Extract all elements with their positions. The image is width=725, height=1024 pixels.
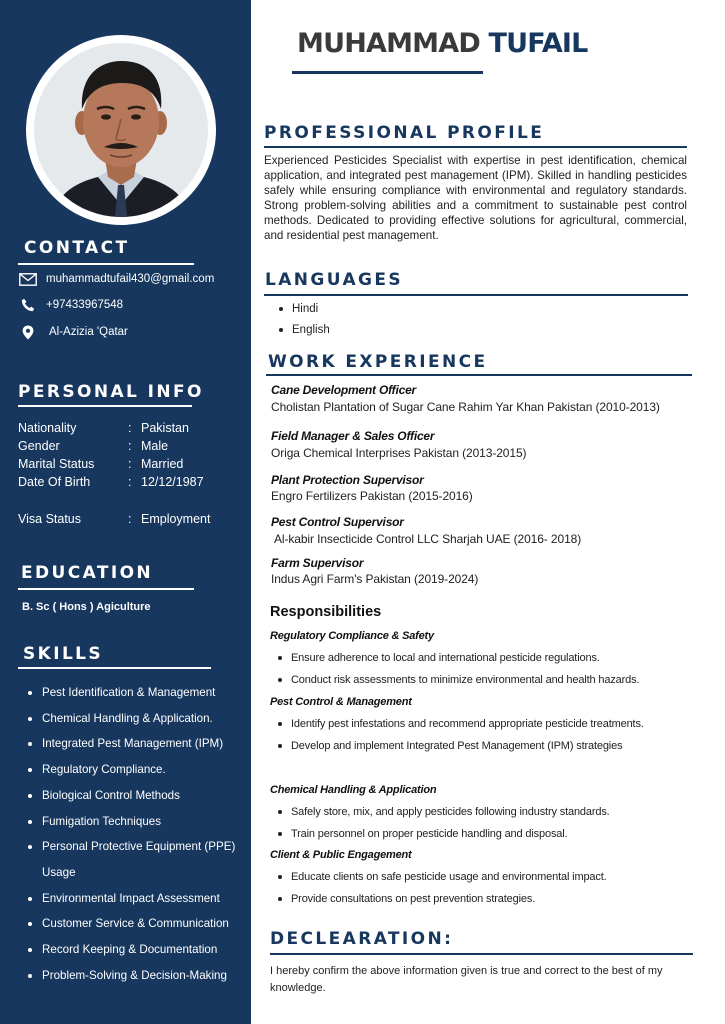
info-key: Visa Status [18,512,82,526]
skills-list [24,680,249,988]
work-experience-divider [266,374,692,376]
info-key: Date Of Birth [18,475,91,489]
education-degree: B. Sc ( Hons ) Agiculture [22,601,151,613]
info-separator: : [128,475,132,489]
contact-email[interactable] [18,271,214,287]
contact-location [18,324,128,340]
personal-info-divider [18,405,192,407]
email-text[interactable]: muhammadtufail430@gmail.com [46,273,215,285]
skill-item: Problem-Solving & Decision-Making [24,963,249,989]
info-key: Gender [18,439,60,453]
job-organization: Origa Chemical Interprises Pakistan (2013-2015) [271,446,527,460]
skill-item: Regulatory Compliance. [24,757,249,783]
personal-info-heading: PERSONAL INFO [18,382,204,402]
job-title: Plant Protection Supervisor [271,473,424,487]
responsibilities-heading: Responsibilities [270,604,382,620]
skill-item: Personal Protective Equipment (PPE) Usage [24,834,249,885]
responsibility-item: Conduct risk assessments to minimize environmental and health hazards. [276,669,694,691]
skill-item: Customer Service & Communication [24,911,249,937]
info-key: Marital Status [18,457,95,471]
skills-divider [18,667,211,669]
responsibility-item: Train personnel on proper pesticide handling and disposal. [276,823,694,845]
responsibility-list [276,801,694,845]
profile-summary: Experienced Pesticides Specialist with expertise in pest identification, chemical application, and integrated pest management (IPM). Skilled in handling pesticides safely while ensuring compliance with environmental and regulatory standards. Strong problem-solving abilities and a commitment to sustainable pest control methods. Dedicated to providing effective solutions for agricultural, commercial, and residential pest management. [264,154,687,242]
phone-text[interactable]: +97433967548 [46,299,124,311]
responsibility-list [276,713,694,757]
job-organization: Al-kabir Insecticide Control LLC Sharjah UAE (2016- 2018) [274,532,582,546]
job-organization: Indus Agri Farm's Pakistan (2019-2024) [271,572,479,586]
responsibility-item: Develop and implement Integrated Pest Management (IPM) strategies [276,735,694,757]
name-underline [292,71,483,74]
declaration-heading: DECLEARATION: [270,929,454,949]
info-separator: : [128,512,132,526]
info-value: Pakistan [141,421,189,435]
skill-item: Fumigation Techniques [24,809,249,835]
job-title: Pest Control Supervisor [271,515,404,529]
declaration-divider [270,953,693,955]
info-value: Male [141,439,169,453]
responsibility-list [276,647,694,691]
job-title: Field Manager & Sales Officer [271,429,435,443]
skill-item: Pest Identification & Management [24,680,249,706]
skill-item: Biological Control Methods [24,783,249,809]
declaration-text: I hereby confirm the above information given is true and correct to the best of my knowledge. [270,965,663,994]
responsibility-item: Ensure adherence to local and international pesticide regulations. [276,647,694,669]
responsibility-group-title: Chemical Handling & Application [270,784,437,796]
language-item: English [276,320,330,341]
last-name: TUFAIL [488,28,588,59]
profile-photo [34,43,208,217]
responsibility-group-title: Regulatory Compliance & Safety [270,630,434,642]
map-pin-icon [18,324,38,340]
job-organization: Cholistan Plantation of Sugar Cane Rahim Yar Khan Pakistan (2010-2013) [271,400,660,414]
work-experience-heading: WORK EXPERIENCE [268,352,488,372]
responsibility-list [276,866,694,910]
education-divider [18,588,194,590]
info-value: 12/12/1987 [141,475,204,489]
responsibility-item: Provide consultations on pest prevention strategies. [276,888,694,910]
job-organization: Engro Fertilizers Pakistan (2015-2016) [271,489,473,503]
language-item: Hindi [276,299,330,320]
info-key: Nationality [18,421,77,435]
skill-item: Record Keeping & Documentation [24,937,249,963]
contact-phone[interactable] [18,297,123,313]
location-text: Al-Azizia 'Qatar [49,326,128,338]
sidebar [0,0,251,1024]
responsibility-item: Identify pest infestations and recommend appropriate pesticide treatments. [276,713,694,735]
responsibility-group-title: Client & Public Engagement [270,849,412,861]
languages-list [276,299,330,340]
languages-divider [264,294,688,296]
info-separator: : [128,439,132,453]
info-separator: : [128,421,132,435]
responsibility-item: Educate clients on safe pesticide usage and environmental impact. [276,866,694,888]
education-heading: EDUCATION [21,563,154,583]
profile-heading: PROFESSIONAL PROFILE [264,123,545,143]
info-value: Married [141,457,184,471]
info-value: Employment [141,512,211,526]
profile-divider [264,146,687,148]
candidate-name [297,28,588,59]
job-title: Farm Supervisor [271,556,364,570]
skill-item: Chemical Handling & Application. [24,706,249,732]
languages-heading: LANGUAGES [265,270,404,290]
responsibility-item: Safely store, mix, and apply pesticides following industry standards. [276,801,694,823]
skills-heading: SKILLS [23,644,104,664]
phone-icon [18,297,38,313]
first-name: MUHAMMAD [297,28,480,59]
envelope-icon [18,271,38,287]
skill-item: Integrated Pest Management (IPM) [24,731,249,757]
contact-heading: CONTACT [24,238,130,258]
job-title: Cane Development Officer [271,383,417,397]
responsibility-group-title: Pest Control & Management [270,696,412,708]
skill-item: Environmental Impact Assessment [24,886,249,912]
info-separator: : [128,457,132,471]
contact-divider [18,263,194,265]
